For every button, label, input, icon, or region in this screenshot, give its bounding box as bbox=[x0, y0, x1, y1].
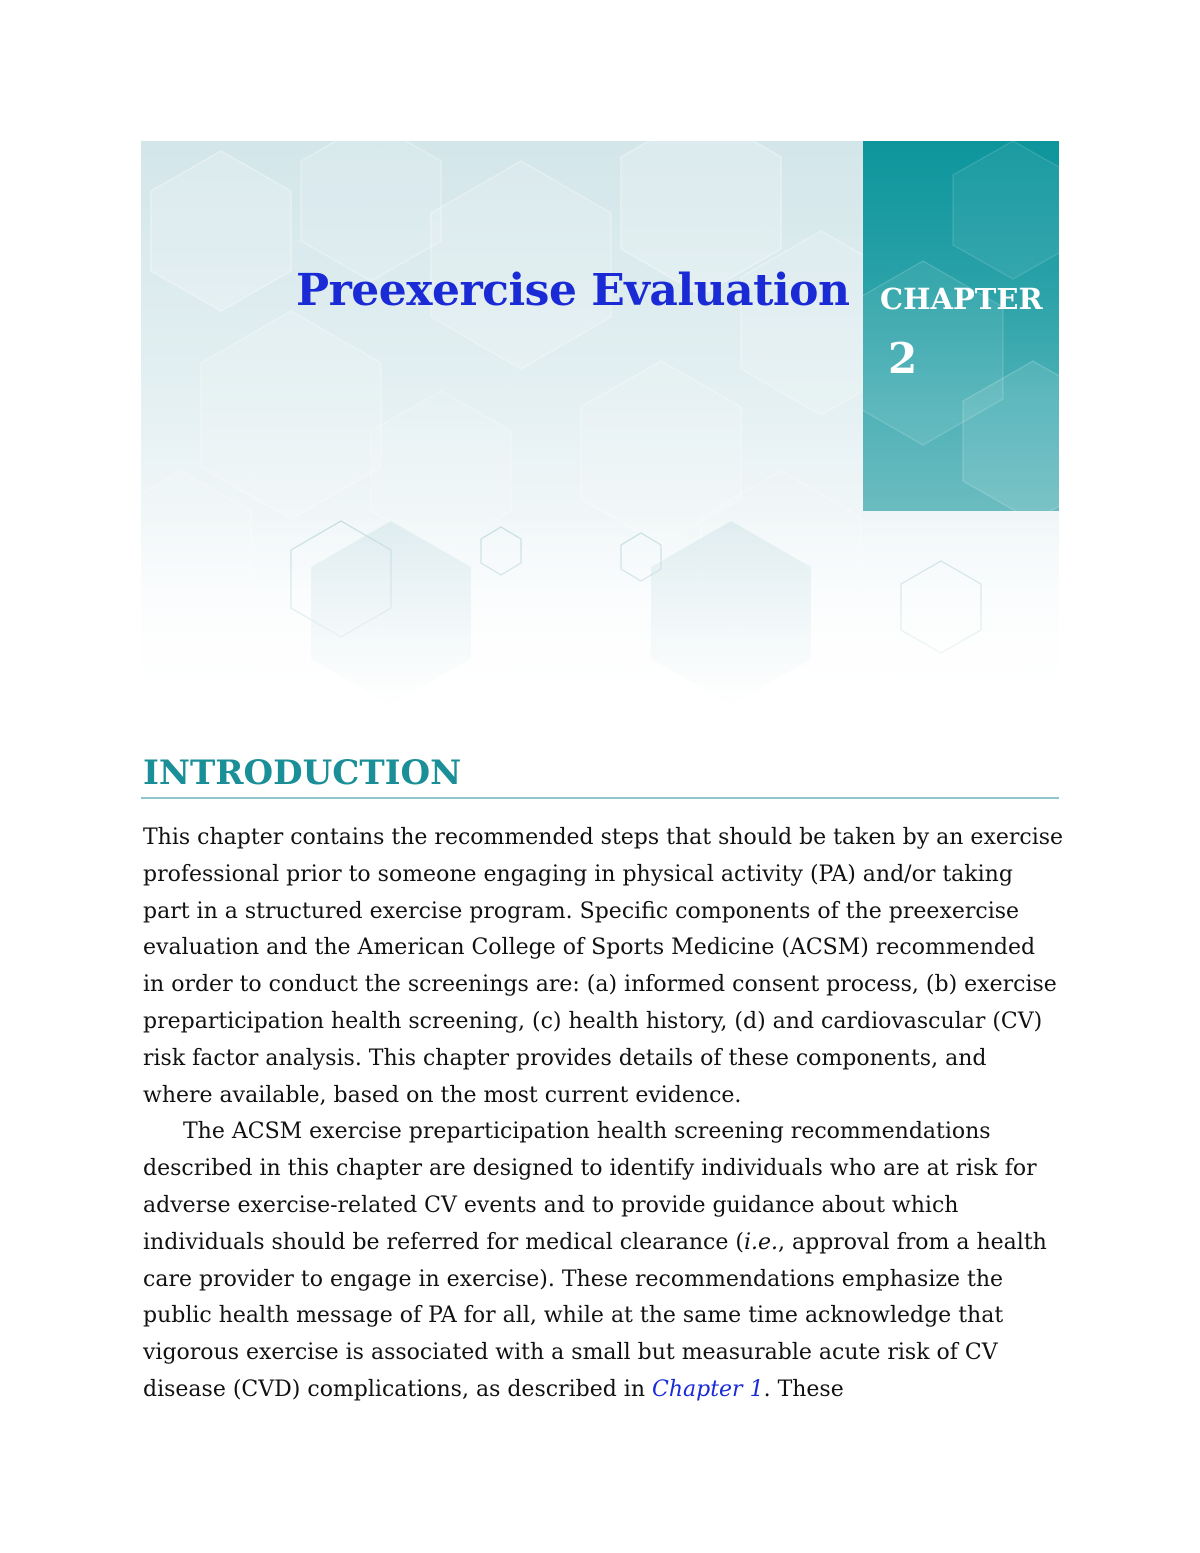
section-divider bbox=[141, 797, 1059, 799]
text-line: This chapter contains the recommended steps that should be taken by an exercise bbox=[143, 825, 1064, 850]
text-line: vigorous exercise is associated with a small but measurable acute risk of CV bbox=[143, 1340, 998, 1366]
text-segment: , approval from a health bbox=[778, 1229, 1047, 1255]
text-line: care provider to engage in exercise). These recommendations emphasize the bbox=[143, 1266, 1004, 1292]
text-line: adverse exercise-related CV events and to provide guidance about which bbox=[143, 1192, 959, 1218]
text-line: part in a structured exercise program. Specific components of the preexercise bbox=[143, 898, 1020, 924]
text-segment: . These bbox=[763, 1376, 844, 1402]
section-heading: INTRODUCTION bbox=[143, 753, 462, 793]
banner-fade bbox=[141, 511, 1059, 708]
text-line: The ACSM exercise preparticipation health screening recommendations bbox=[183, 1119, 991, 1145]
text-line: where available, based on the most current evidence. bbox=[143, 1082, 742, 1108]
text-line: public health message of PA for all, while at the same time acknowledge that bbox=[143, 1303, 1004, 1329]
text-line: evaluation and the American College of Sports Medicine (ACSM) recommended bbox=[143, 935, 1036, 961]
chapter-badge-pattern bbox=[863, 141, 1059, 511]
text-line: preparticipation health screening, (c) health history, (d) and cardiovascular (CV) bbox=[143, 1008, 1043, 1034]
text-line bbox=[143, 1225, 1061, 1262]
chapter-1-link[interactable]: Chapter 1 bbox=[652, 1376, 764, 1402]
text-segment: individuals should be referred for medical clearance ( bbox=[143, 1229, 744, 1255]
italic-abbreviation: i.e. bbox=[743, 1229, 779, 1255]
text-segment: disease (CVD) complications, as described in bbox=[143, 1376, 652, 1402]
text-line: described in this chapter are designed to identify individuals who are at risk for bbox=[143, 1156, 1037, 1182]
text-line: professional prior to someone engaging in physical activity (PA) and/or taking bbox=[143, 861, 1013, 887]
text-line: risk factor analysis. This chapter provides details of these components, and bbox=[143, 1045, 987, 1071]
chapter-badge bbox=[863, 141, 1059, 511]
chapter-label: CHAPTER bbox=[880, 282, 1043, 316]
chapter-title: Preexercise Evaluation bbox=[296, 265, 850, 316]
text-line: in order to conduct the screenings are: (a) informed consent process, (b) exercise bbox=[143, 972, 1057, 998]
paragraph bbox=[143, 1114, 1061, 1408]
paragraph bbox=[143, 820, 1064, 1114]
text-line bbox=[143, 1372, 1061, 1409]
chapter-number: 2 bbox=[888, 334, 918, 383]
body-text bbox=[143, 820, 1064, 1409]
